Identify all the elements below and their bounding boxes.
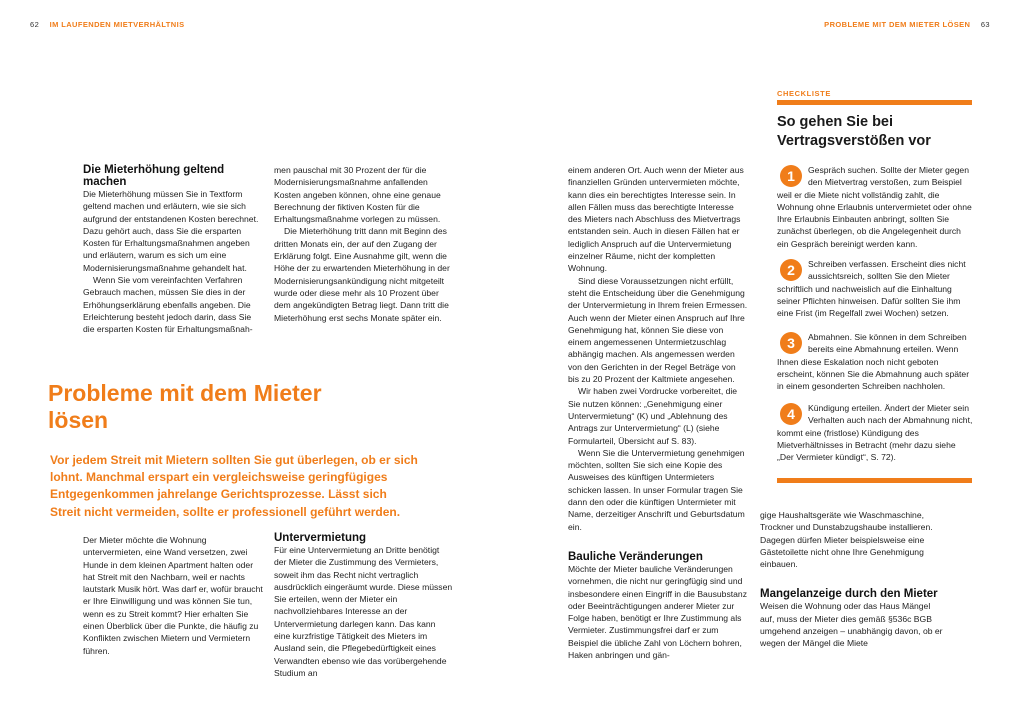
paragraph: Wir haben zwei Vordrucke vorbereitet, die Sie nutzen können: „Genehmigung einer Untervermietung“ (K) und „Ablehnung des Antrags zur Untervermietung“ (L) (siehe Formularteil, Übersicht auf S. 83). (568, 386, 738, 446)
left-upper-column-1 (83, 164, 263, 336)
chapter-lead: Vor jedem Streit mit Mietern sollten Sie gut überlegen, ob er sich lohnt. Manchmal erspart ein vergleichsweise geringfügiges Entgegenkommen jahrelange Gerichtsprozesse. Lässt sich Streit nicht vermeiden, sollte er professionell geführt werden. (50, 453, 418, 519)
paragraph: gige Haushaltsgeräte wie Waschmaschine, Trockner und Dunstabzugshaube installieren. Dagegen dürfen Mieter beispielsweise eine Gästetoilette nicht ohne Ihre Genehmigung einbauen. (760, 510, 933, 570)
checklist-step-4 (777, 402, 974, 463)
chapter-title: Probleme mit dem Mieter lösen (48, 380, 322, 433)
checklist-bottom-rule (777, 478, 972, 483)
step-number-badge: 2 (780, 259, 802, 281)
heading-untervermietung: Untervermietung (274, 532, 367, 544)
right-lower-column (760, 509, 944, 650)
left-running-head (30, 20, 184, 29)
right-running-head (824, 20, 990, 29)
left-upper-column-2 (274, 164, 454, 324)
checklist-step-1 (777, 164, 974, 250)
step-text: Schreiben verfassen. Erscheint dies nicht aussichtsreich, sollten Sie den Mieter schriftlich und nachweislich auf die Einhaltung seiner Pflichten hinweisen. Dafür sollten Sie ihm eine Frist (im Regelfall zwei Wochen) setzen. (777, 259, 966, 319)
paragraph: Weisen die Wohnung oder das Haus Mängel auf, muss der Mieter dies gemäß §536c BGB umgehend anzeigen – unabhängig davon, ob er wegen der Mängel die Miete (760, 601, 943, 649)
checklist-step-3 (777, 331, 974, 392)
paragraph: Wenn Sie vom vereinfachten Verfahren Gebrauch machen, müssen Sie dies in der Erhöhungserklärung ebenfalls angeben. Die Erleichterung besteht jedoch darin, dass Sie die ersparten Kosten für Erhaltungsmaßnah- (83, 275, 253, 335)
right-section-title: PROBLEME MIT DEM MIETER LÖSEN (824, 20, 971, 29)
right-main-column (568, 164, 748, 661)
step-number-badge: 1 (780, 165, 802, 187)
paragraph: Wenn Sie die Untervermietung genehmigen möchten, sollten Sie sich eine Kopie des Ausweises des künftigen Untermieters schicken lassen. In unser Formular tragen Sie dann den oder die künftigen Untermieter mit Name, derzeitiger Anschrift und Geburtsdatum ein. (568, 447, 745, 532)
checklist-label: CHECKLISTE (777, 89, 831, 98)
paragraph: Die Mieterhöhung tritt dann mit Beginn des dritten Monats ein, der auf den Zugang der Erklärung folgt. Eine Ausnahme gilt, wenn die Höhe der zu erwartenden Mieterhöhung in der Modernisierungsankündigung nicht mitgeteilt wurde oder diese mehr als 10 Prozent über dem angekündigten Betrag liegt. Dann tritt die Mieterhöhung erst sechs Monate später ein. (274, 226, 450, 323)
left-lower-column-2 (274, 532, 454, 679)
paragraph: Die Mieterhöhung müssen Sie in Textform geltend machen und erläutern, wie sie sich aufgrund der entstandenen Kosten berechnet. Dazu gehört auch, dass Sie die ersparten Kosten für Erhaltungsmaßnahmen angeben und erläutern, warum es sich um eine Modernisierungsmaßnahme gehandelt hat. (83, 189, 259, 273)
paragraph: Sind diese Voraussetzungen nicht erfüllt, steht die Entscheidung über die Genehmigung der Untervermietung in Ihrem freien Ermessen. Auch wenn der Mieter einen Anspruch auf Ihre Genehmigung hat, können Sie diese von einem angemessenen Untermietzuschlag abhängig machen. Als angemessen werden von den Gerichten in der Regel Beträge von bis zu 20 Prozent der Kaltmiete angesehen. (568, 275, 748, 385)
heading-mangelanzeige: Mangelanzeige durch den Mieter (760, 588, 938, 601)
step-text: Abmahnen. Sie können in dem Schreiben bereits eine Abmahnung erteilen. Wenn Ihnen diese Eskalation noch nicht geboten erscheint, können Sie die Abmahnung auch später in einem gesonderten Schreiben nachholen. (777, 332, 970, 392)
paragraph: men pauschal mit 30 Prozent der für die Modernisierungsmaßnahme anfallenden Kosten angeben können, ohne eine genaue Berechnung der fiktiven Kosten für die Erhaltungsmaßnahme vorlegen zu müssen. (274, 165, 441, 225)
checklist-step-2 (777, 258, 974, 319)
step-text: Gespräch suchen. Sollte der Mieter gegen den Mietvertrag verstoßen, zum Beispiel weil er die Miete nicht vollständig zahlt, die Wohnung ohne Erlaubnis untervermietet oder ohne Ihre Erlaubnis Einbauten anbringt, sollten Sie zunächst überlegen, ob die Angelegenheit durch ein Gespräch bereinigt werden kann. (777, 165, 972, 249)
heading-bauliche-veraenderungen: Bauliche Veränderungen (568, 550, 703, 563)
left-page-number: 62 (30, 20, 40, 29)
heading-mieterhoehung: Die Mieterhöhung geltend machen (83, 164, 225, 188)
step-number-badge: 4 (780, 403, 802, 425)
paragraph: Möchte der Mieter bauliche Veränderungen vornehmen, die nicht nur geringfügig sind und insbesondere einen Eingriff in die Bausubstanz oder Beeinträchtigungen anderer Mieter zur Folge haben, benötigt er Ihre Zustimmung als Vermieter. Zustimmungsfrei darf er zum Beispiel die übliche Zahl von Löchern bohren, Haken anbringen und gän- (568, 563, 747, 660)
left-section-title: IM LAUFENDEN MIETVERHÄLTNIS (49, 20, 185, 29)
paragraph: Der Mieter möchte die Wohnung untervermieten, eine Wand versetzen, zwei Hunde in dem kleinen Apartment halten oder hat Streit mit den Nachbarn, weil er nachts lautstark Musik hört. Was darf er, wofür braucht er Ihre Einwilligung und was können Sie tun, wenn es zu Streit kommt? Hier erhalten Sie einen Überblick über die Punkte, die häufig zu Konflikten zwischen Mietern und Vermietern führen. (83, 535, 263, 656)
paragraph: Für eine Untervermietung an Dritte benötigt der Mieter die Zustimmung des Vermieters, soweit ihm das Recht nicht vertraglich ausdrücklich eingeräumt wurde. Diese müssen Sie erteilen, wenn der Mieter ein nachvollziehbares Interesse an der Untervermietung darlegen kann. Das kann eine kurzfristige Tätigkeit des Mieters im Ausland sein, die Pflegebedürftigkeit eines Verwandten ebenso wie das vorübergehende Studium an (274, 545, 453, 678)
left-lower-column-1 (83, 534, 263, 657)
paragraph: einem anderen Ort. Auch wenn der Mieter aus finanziellen Gründen untervermieten möchte, kann dies ein berechtigtes Interesse sein. In allen Fällen muss das berechtigte Interesse des Mieters nach Abschluss des Mietvertrags entstanden sein. Auch in diesen Fällen hat er lediglich Anspruch auf die Untervermietung einzelner Räume, nicht der kompletten Wohnung. (568, 165, 744, 274)
checklist-top-rule (777, 100, 972, 105)
step-text: Kündigung erteilen. Ändert der Mieter sein Verhalten auch nach der Abmahnung nicht, kommt eine (fristlose) Kündigung des Mietverhältnisses in Betracht (mehr dazu siehe „Der Vermieter kündigt“, S. 72). (777, 403, 973, 463)
checklist-title: So gehen Sie bei Vertragsverstößen vor (777, 114, 931, 149)
step-number-badge: 3 (780, 332, 802, 354)
right-page-number: 63 (980, 20, 990, 29)
